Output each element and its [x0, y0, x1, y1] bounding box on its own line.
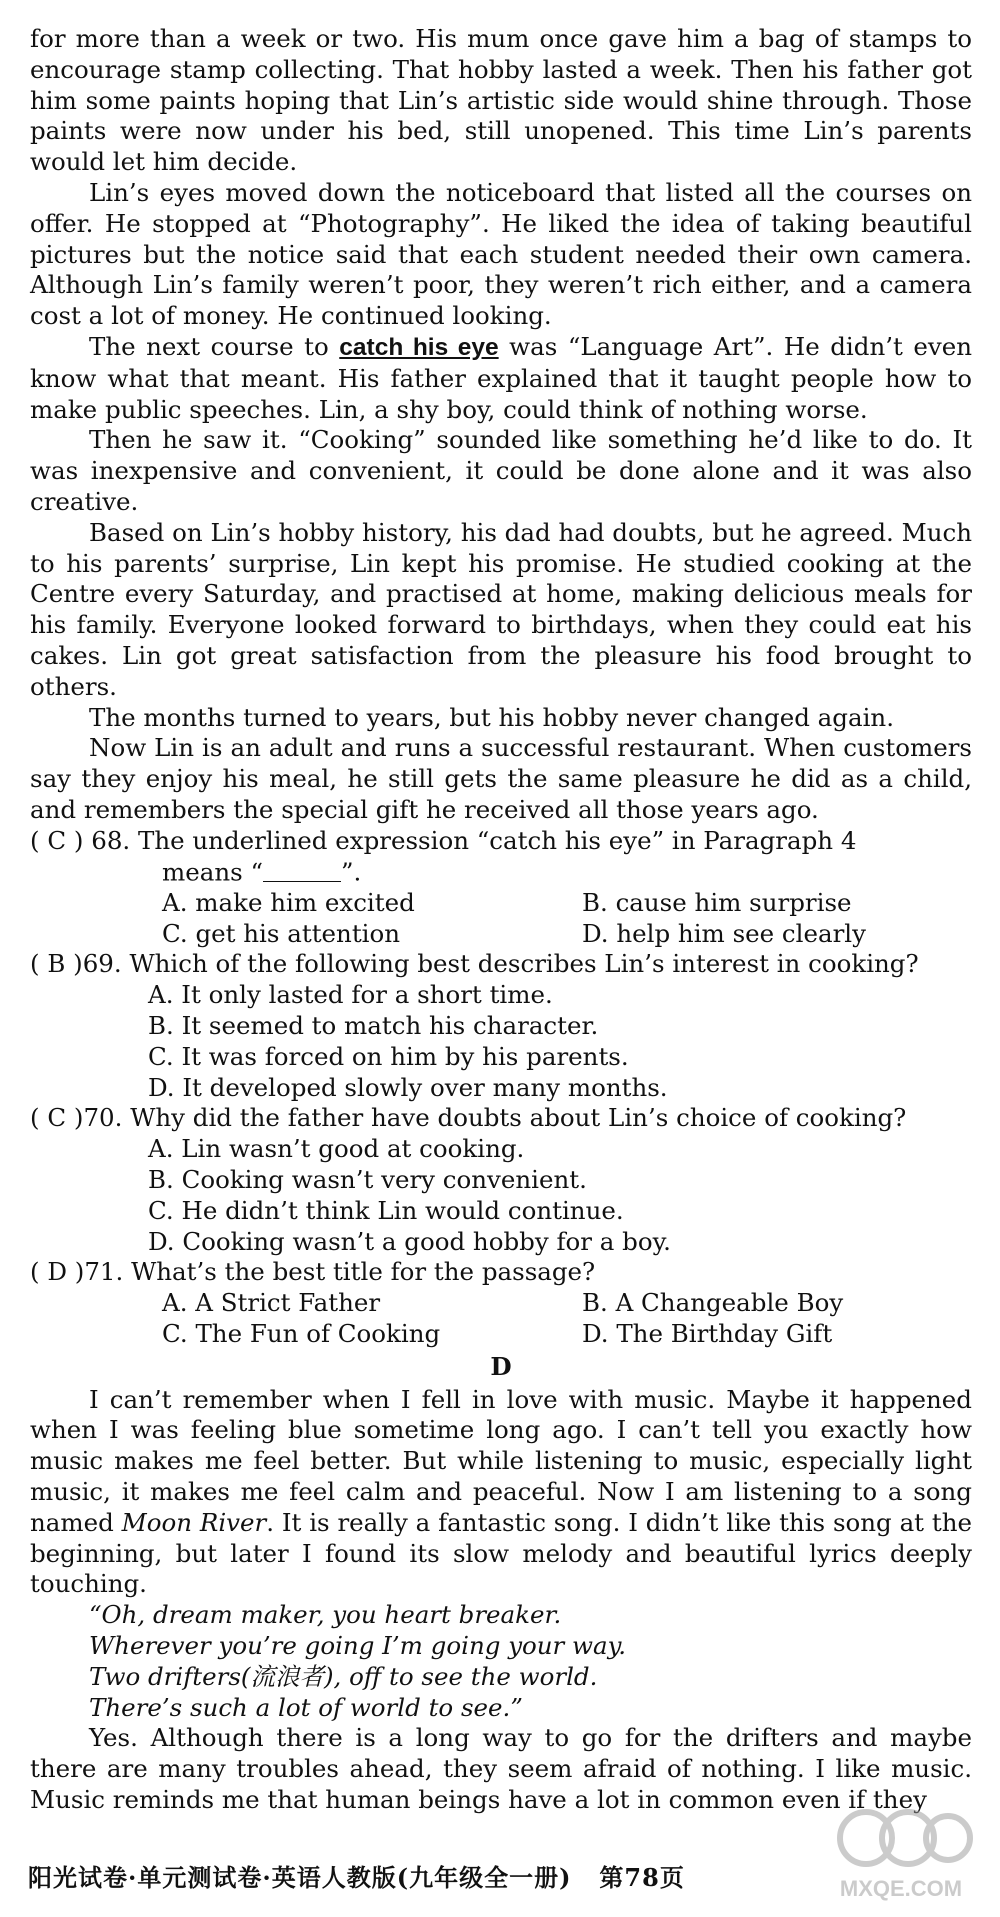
- question-70: [30, 1103, 972, 1134]
- watermark-text: MXQE.COM: [839, 1876, 963, 1901]
- option-c: C. He didn’t think Lin would continue.: [148, 1195, 624, 1225]
- question-stem: Which of the following best describes Lin’s interest in cooking?: [129, 949, 919, 979]
- paragraph: Then he saw it. “Cooking” sounded like something he’d like to do. It was inexpensive and convenient, it could be done alone and it was also creative.: [30, 425, 972, 516]
- option-a: A. Lin wasn’t good at cooking.: [148, 1134, 525, 1164]
- option-c: C. get his attention: [162, 918, 401, 948]
- footer-page-number: 第78页: [599, 1863, 685, 1892]
- option-a: A. A Strict Father: [162, 1288, 381, 1318]
- question-number: ( C )70.: [30, 1103, 131, 1133]
- paragraph-text: The next course to: [89, 331, 340, 361]
- paragraph: [30, 1385, 972, 1601]
- option-c: C. The Fun of Cooking: [162, 1318, 441, 1348]
- lyric-line: Wherever you’re going I’m going your way.: [89, 1630, 627, 1660]
- question-69: [30, 949, 972, 980]
- question-69-options: [30, 980, 972, 1103]
- section-heading: D: [490, 1351, 512, 1381]
- question-number: ( C ) 68.: [30, 825, 138, 855]
- lyric-line: “Oh, dream maker, you heart breaker.: [89, 1600, 562, 1630]
- question-number: ( D )71.: [30, 1257, 132, 1287]
- question-68-means: [30, 857, 972, 888]
- footer-series: 阳光试卷·单元测试卷·英语人教版(九年级全一册): [28, 1863, 572, 1892]
- answer-blank: [263, 857, 341, 883]
- option-c: C. It was forced on him by his parents.: [148, 1041, 629, 1071]
- paragraph: Now Lin is an adult and runs a successful restaurant. When customers say they enjoy his meal, he still gets the same pleasure he did as a child, and remembers the special gift he received all those years ago.: [30, 733, 972, 824]
- song-title: Moon River: [121, 1507, 267, 1537]
- watermark-logo: [826, 1800, 976, 1905]
- option-a: A. make him excited: [162, 887, 415, 917]
- option-d: D. help him see clearly: [582, 918, 866, 948]
- underlined-expression: catch his eye: [339, 333, 499, 361]
- option-a: A. It only lasted for a short time.: [148, 980, 553, 1010]
- paragraph: The months turned to years, but his hobby never changed again.: [89, 702, 894, 732]
- paragraph: Based on Lin’s hobby history, his dad had doubts, but he agreed. Much to his parents’ surprise, Lin kept his promise. He studied cooking at the Centre every Saturday, and practised at home, making delicious meals for his family. Everyone looked forward to birthdays, when they could eat his cakes. Lin got great satisfaction from the pleasure his food brought to others.: [30, 517, 972, 701]
- question-stem: What’s the best title for the passage?: [131, 1257, 596, 1287]
- question-70-options: [30, 1134, 972, 1257]
- means-text: means “: [162, 857, 264, 887]
- option-d: D. The Birthday Gift: [582, 1318, 833, 1348]
- question-stem: The underlined expression “catch his eye” in Paragraph 4: [137, 825, 857, 855]
- option-b: B. It seemed to match his character.: [148, 1011, 599, 1040]
- paragraph: Lin’s eyes moved down the noticeboard that listed all the courses on offer. He stopped at “Photography”. He liked the idea of taking beautiful pictures but the notice said that each student needed their own camera. Although Lin’s family weren’t poor, they weren’t rich either, and a camera cost a lot of money. He continued looking.: [30, 177, 972, 331]
- option-d: D. Cooking wasn’t a good hobby for a boy.: [148, 1226, 671, 1256]
- question-number: ( B )69.: [30, 949, 130, 979]
- option-b: B. cause him surprise: [582, 887, 852, 917]
- paragraph-text: . It is really a fantastic song. I didn’t like this song at the beginning, but later I found its slow melody and beautiful lyrics deeply touching.: [30, 1507, 972, 1599]
- paragraph: [30, 332, 972, 425]
- option-b: B. A Changeable Boy: [582, 1288, 844, 1318]
- paragraph-text: I can’t remember when I fell in love with music. Maybe it happened when I was feeling blue sometime long ago. I can’t tell you exactly how music makes me feel better. But while listening to music, especially light music, it makes me feel calm and peaceful. Now I am listening to a song named: [30, 1384, 972, 1537]
- means-text-end: ”.: [341, 857, 362, 887]
- paragraph-text: was “Language Art”. He didn’t even know what that meant. His father explained that it taught people how to make public speeches. Lin, a shy boy, could think of nothing worse.: [30, 331, 973, 424]
- question-71: [30, 1257, 972, 1288]
- question-68: [30, 826, 972, 857]
- option-d: D. It developed slowly over many months.: [148, 1072, 668, 1102]
- lyric-line: There’s such a lot of world to see.”: [89, 1692, 523, 1722]
- question-stem: Why did the father have doubts about Lin’s choice of cooking?: [130, 1103, 907, 1133]
- question-68-options: [30, 888, 972, 950]
- question-71-options: [30, 1288, 972, 1350]
- lyric-line: Two drifters(流浪者), off to see the world.: [89, 1661, 598, 1691]
- option-b: B. Cooking wasn’t very convenient.: [148, 1164, 587, 1194]
- paragraph: Yes. Although there is a long way to go for the drifters and maybe there are many troubles ahead, they seem afraid of nothing. I like music. Music reminds me that human beings have a lot in common even if they: [30, 1723, 972, 1814]
- paragraph: for more than a week or two. His mum once gave him a bag of stamps to encourage stamp collecting. That hobby lasted a week. Then his father got him some paints hoping that Lin’s artistic side would shine through. Those paints were now under his bed, still unopened. This time Lin’s parents would let him decide.: [30, 24, 972, 177]
